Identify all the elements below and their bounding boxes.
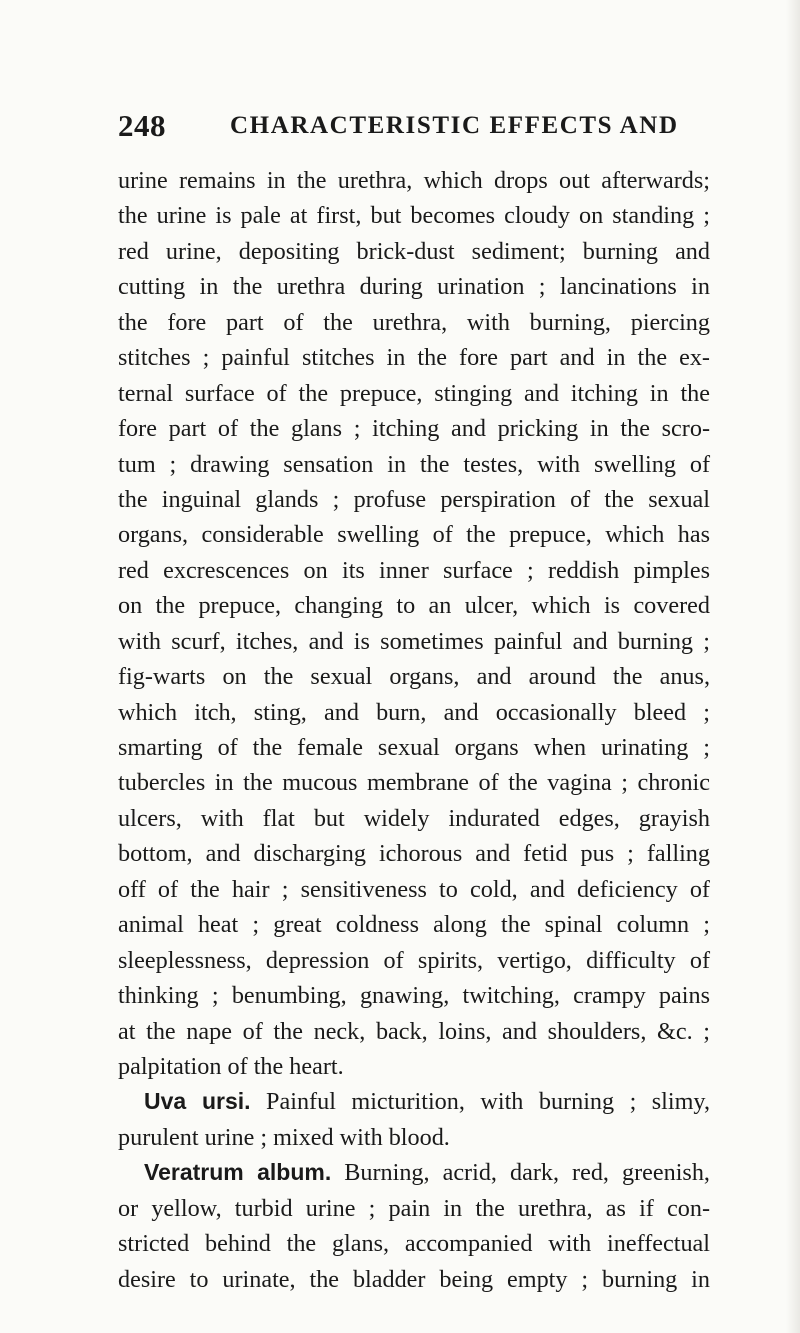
text-line	[118, 1084, 710, 1119]
text-line: on the prepuce, changing to an ulcer, which is covered	[118, 592, 710, 620]
text-line: stricted behind the glans, accompanied with ineffectual	[118, 1230, 710, 1258]
text-line: ulcers, with flat but widely indurated edges, grayish	[118, 804, 710, 832]
remedy-name: Veratrum album.	[144, 1159, 332, 1186]
text-line: off of the hair ; sensitiveness to cold, and deficiency of	[118, 875, 710, 903]
text-line: tubercles in the mucous membrane of the vagina ; chronic	[118, 769, 710, 797]
page-edge-shadow	[786, 0, 800, 1333]
text-line: with scurf, itches, and is sometimes painful and burning ;	[118, 627, 710, 655]
text-line: red urine, depositing brick-dust sediment; burning and	[118, 237, 710, 265]
page-number: 248	[118, 108, 166, 143]
text-line: animal heat ; great coldness along the spinal column ;	[118, 911, 710, 939]
text-run: Painful micturition, with burning ; slimy,	[250, 1088, 710, 1116]
text-line: stitches ; painful stitches in the fore part and in the ex-	[118, 344, 710, 372]
remedy-name: Uva ursi.	[144, 1088, 251, 1115]
text-line: the urine is pale at first, but becomes cloudy on standing ;	[118, 202, 710, 230]
text-line: fig-warts on the sexual organs, and around the anus,	[118, 663, 710, 691]
veratrum-album-paragraph	[118, 1155, 710, 1297]
text-line: fore part of the glans ; itching and pricking in the scro-	[118, 415, 710, 443]
text-line: cutting in the urethra during urination ; lancinations in	[118, 273, 710, 301]
text-line: red excrescences on its inner surface ; reddish pimples	[118, 556, 710, 584]
text-line: thinking ; benumbing, gnawing, twitching, crampy pains	[118, 982, 710, 1010]
text-line: organs, considerable swelling of the prepuce, which has	[118, 521, 710, 549]
running-head	[118, 108, 718, 148]
text-line: the fore part of the urethra, with burning, piercing	[118, 308, 710, 336]
running-title: CHARACTERISTIC EFFECTS AND	[230, 112, 679, 139]
body-text	[118, 163, 710, 1297]
text-run: Burning, acrid, dark, red, greenish,	[331, 1159, 710, 1187]
text-line: sleeplessness, depression of spirits, vertigo, difficulty of	[118, 946, 710, 974]
text-line: desire to urinate, the bladder being empty ; burning in	[118, 1265, 710, 1293]
text-line: tum ; drawing sensation in the testes, with swelling of	[118, 450, 710, 478]
text-line: which itch, sting, and burn, and occasionally bleed ;	[118, 698, 710, 726]
text-line: purulent urine ; mixed with blood.	[118, 1123, 450, 1151]
text-line: palpitation of the heart.	[118, 1052, 344, 1080]
text-line: at the nape of the neck, back, loins, and shoulders, &c. ;	[118, 1017, 710, 1045]
text-line: or yellow, turbid urine ; pain in the urethra, as if con-	[118, 1194, 710, 1222]
text-line: ternal surface of the prepuce, stinging and itching in the	[118, 379, 710, 407]
text-line	[118, 1155, 710, 1190]
text-line: smarting of the female sexual organs when urinating ;	[118, 734, 710, 761]
text-line: the inguinal glands ; profuse perspiration of the sexual	[118, 485, 710, 513]
uva-ursi-paragraph	[118, 1084, 710, 1155]
continuation-paragraph	[118, 163, 710, 1084]
text-line: bottom, and discharging ichorous and fetid pus ; falling	[118, 840, 710, 868]
text-line: urine remains in the urethra, which drops out afterwards;	[118, 167, 710, 194]
